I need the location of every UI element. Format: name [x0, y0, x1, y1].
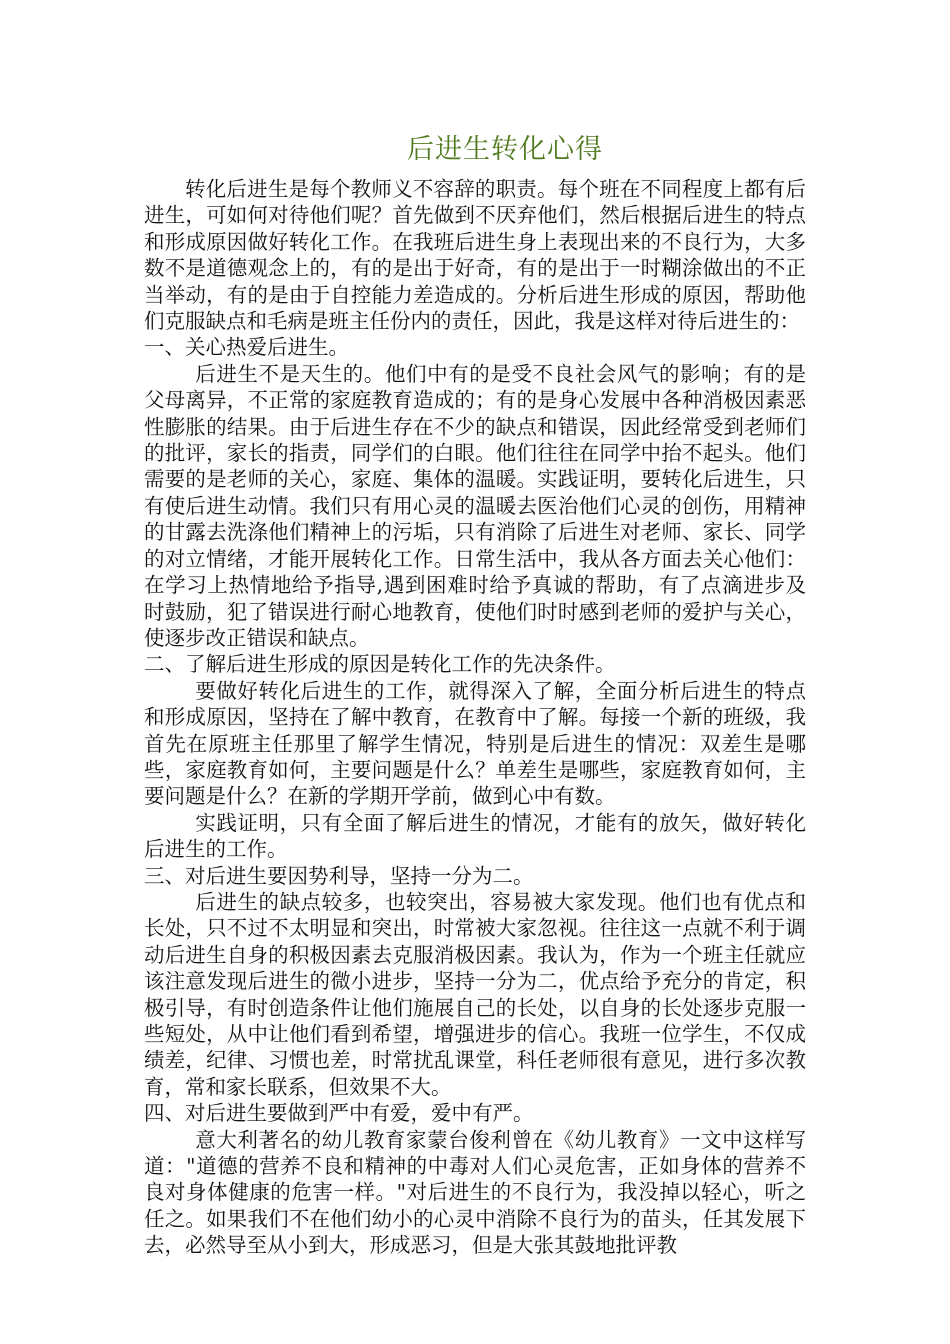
section-3-paragraph-1: 后进生的缺点较多，也较突出，容易被大家发现。他们也有优点和长处，只不过不太明显和突出，时常被大家忽视。往往这一点就不利于调动后进生自身的积极因素去克服消极因素。我认为，作为一个班主任就应该注意发现后进生的微小进步，坚持一分为二，优点给予充分的肯定，积极引导，有时创造条件让他们施展自己的长处，以自身的长处逐步克服一些短处，从中让他们看到希望，增强进步的信心。我班一位学生，不仅成绩差，纪律、习惯也差，时常扰乱课堂，科任老师很有意见，进行多次教育，常和家长联系，但效果不大。: [144, 889, 806, 1099]
section-heading-4: 四、对后进生要做到严中有爱，爱中有严。: [144, 1101, 534, 1126]
section-2-paragraph-1: 要做好转化后进生的工作，就得深入了解，全面分析后进生的特点和形成原因，坚持在了解中教育，在教育中了解。每接一个新的班级，我首先在原班主任那里了解学生情况，特别是后进生的情况：双差生是哪些，家庭教育如何，主要问题是什么？单差生是哪些，家庭教育如何，主要问题是什么？在新的学期开学前，做到心中有数。: [144, 678, 806, 809]
section-heading-3: 三、对后进生要因势利导，坚持一分为二。: [144, 863, 534, 888]
section-4-paragraph-1: 意大利著名的幼儿教育家蒙台俊利曾在《幼儿教育》一文中这样写道："道德的营养不良和精神的中毒对人们心灵危害，正如身体的营养不良对身体健康的危害一样。"对后进生的不良行为，我没掉以轻心，听之任之。如果我们不在他们幼小的心灵中消除不良行为的苗头，任其发展下去，必然导至从小到大，形成恶习，但是大张其鼓地批评教: [144, 1127, 806, 1258]
section-2-paragraph-2: 实践证明，只有全面了解后进生的情况，才能有的放矢，做好转化后进生的工作。: [144, 810, 806, 862]
section-heading-2: 二、了解后进生形成的原因是转化工作的先决条件。: [144, 652, 616, 677]
document-title: 后进生转化心得: [407, 134, 603, 165]
section-1-paragraph-1: 后进生不是天生的。他们中有的是受不良社会风气的影响；有的是父母离异，不正常的家庭教育造成的；有的是身心发展中各种消极因素恶性膨胀的结果。由于后进生存在不少的缺点和错误，因此经常受到老师们的批评，家长的指责，同学们的白眼。他们往往在同学中抬不起头。他们需要的是老师的关心，家庭、集体的温暖。实践证明，要转化后进生，只有使后进生动情。我们只有用心灵的温暖去医治他们心灵的创伤，用精神的甘露去洗涤他们精神上的污垢，只有消除了后进生对老师、家长、同学的对立情绪，才能开展转化工作。日常生活中，我从各方面去关心他们：在学习上热情地给予指导,遇到困难时给予真诚的帮助，有了点滴进步及时鼓励，犯了错误进行耐心地教育，使他们时时感到老师的爱护与关心，使逐步改正错误和缺点。: [144, 361, 806, 650]
document-page: [144, 130, 806, 1259]
intro-paragraph: 转化后进生是每个教师义不容辞的职责。每个班在不同程度上都有后进生，可如何对待他们呢？首先做到不厌弃他们，然后根据后进生的特点和形成原因做好转化工作。在我班后进生身上表现出来的不良行为，大多数不是道德观念上的，有的是出于好奇，有的是出于一时糊涂做出的不正当举动，有的是由于自控能力差造成的。分析后进生形成的原因，帮助他们克服缺点和毛病是班主任份内的责任，因此，我是这样对待后进生的：: [144, 177, 806, 334]
section-heading-1: 一、关心热爱后进生。: [144, 335, 349, 360]
